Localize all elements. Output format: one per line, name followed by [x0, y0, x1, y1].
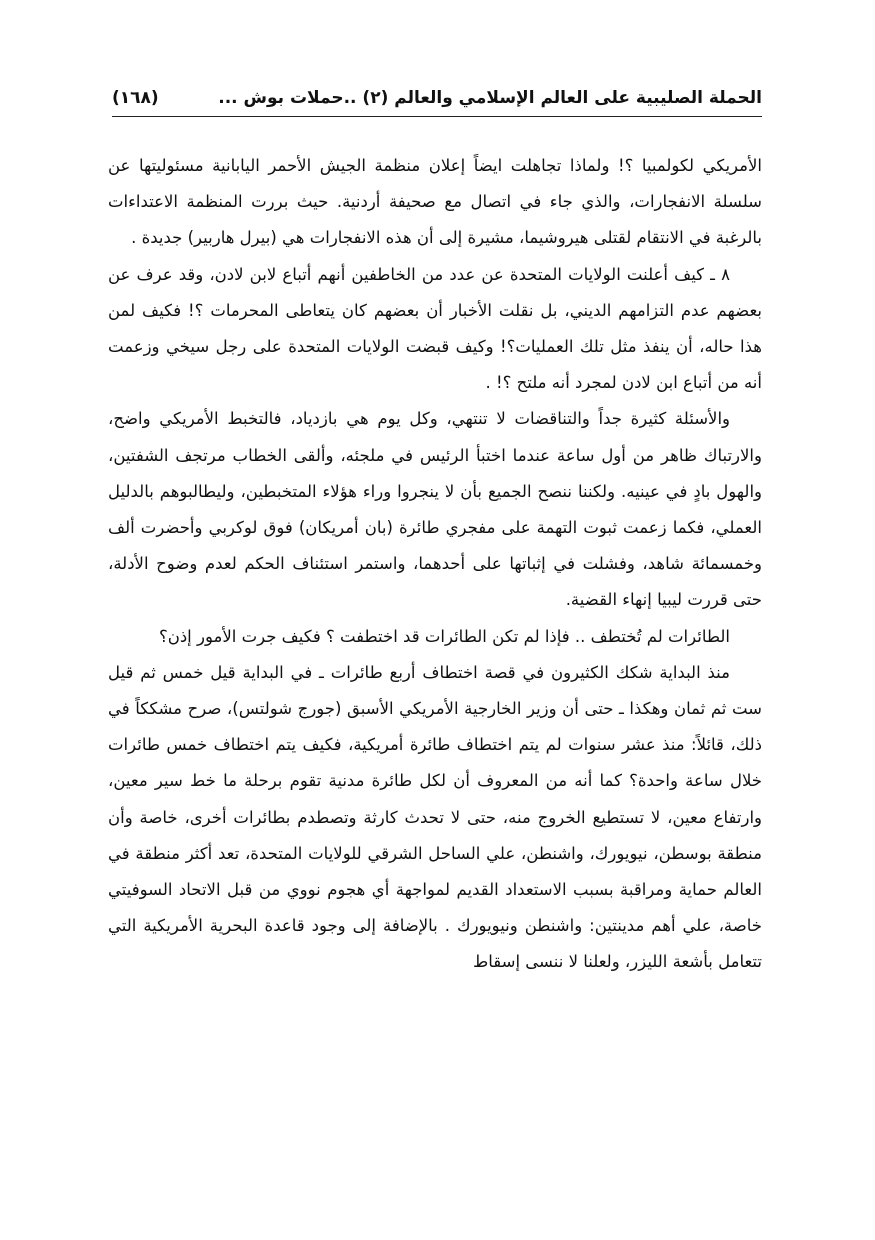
body-text	[108, 148, 762, 981]
paragraph: منذ البداية شكك الكثيرون في قصة اختطاف أربع طائرات ـ في البداية قيل خمس ثم قيل ست ثم ثمان وهكذا ـ حتى أن وزير الخارجية الأمريكي الأسبق (جورج شولتس)، صرح مشككاً في ذلك، قائلاً: منذ عشر سنوات لم يتم اختطاف طائرة أمريكية، فكيف يتم اختطاف خمس طائرات خلال ساعة واحدة؟ كما أنه من المعروف أن لكل طائرة مدنية تقوم برحلة ما خط سير معين، وارتفاع معين، لا تستطيع الخروج منه، حتى لا تحدث كارثة وتصطدم بطائرات أخرى، خاصة وأن منطقة بوسطن، نيويورك، واشنطن، علي الساحل الشرقي للولايات المتحدة، تعد أكثر منطقة في العالم حماية ومراقبة بسبب الاستعداد القديم لمواجهة أي هجوم نووي من قبل الاتحاد السوفيتي خاصة، علي أهم مدينتين: واشنطن ونيويورك . بالإضافة إلى وجود قاعدة البحرية الأمريكية التي تتعامل بأشعة الليزر، ولعلنا لا ننسى إسقاط	[108, 662, 762, 972]
paragraph: الطائرات لم تُختطف .. فإذا لم تكن الطائرات قد اختطفت ؟ فكيف جرت الأمور إذن؟	[158, 626, 730, 646]
running-header-title: الحملة الصليبية على العالم الإسلامي والعالم (٢) ..حملات بوش ...	[218, 88, 762, 108]
page-number: (١٦٨)	[112, 88, 159, 108]
paragraph: والأسئلة كثيرة جداً والتناقضات لا تنتهي، وكل يوم هي بازدياد، فالتخبط الأمريكي واضح، والارتباك ظاهر من أول ساعة عندما اختبأ الرئيس في ملجئه، وألقى الخطاب مرتجف الشفتين، والهول بادٍ في عينيه. ولكننا ننصح الجميع بأن لا ينجروا وراء هؤلاء المتخبطين، وليطالبوهم بالدليل العملي، فكما زعمت ثبوت التهمة على مفجري طائرة (بان أمريكان) فوق لوكربي وأحضرت ألف وخمسمائة شاهد، وفشلت في إثباتها على أحدهما، واستمر استئناف الحكم لعدم وضوح الأدلة، حتى قررت ليبيا إنهاء القضية.	[108, 409, 762, 610]
paragraph: ٨ ـ كيف أعلنت الولايات المتحدة عن عدد من الخاطفين أنهم أتباع لابن لادن، وقد عرف عن بعضهم عدم التزامهم الديني، بل نقلت الأخبار أن بعضهم كان يتعاطى المحرمات ؟! فكيف لمن هذا حاله، أن ينفذ مثل تلك العمليات؟! وكيف قبضت الولايات المتحدة على رجل سيخي وزعمت أنه من أتباع ابن لادن لمجرد أنه ملتح ؟! .	[108, 264, 762, 393]
paragraph: الأمريكي لكولمبيا ؟! ولماذا تجاهلت ايضاً إعلان منظمة الجيش الأحمر اليابانية مسئوليتها عن سلسلة الانفجارات، والذي جاء في اتصال مع صحيفة أردنية. حيث بررت المنظمة الاعتداءات بالرغبة في الانتقام لقتلى هيروشيما، مشيرة إلى أن هذه الانفجارات هي (بيرل هاربير) جديدة .	[108, 156, 762, 248]
header-divider	[112, 116, 762, 117]
running-header	[112, 82, 762, 122]
